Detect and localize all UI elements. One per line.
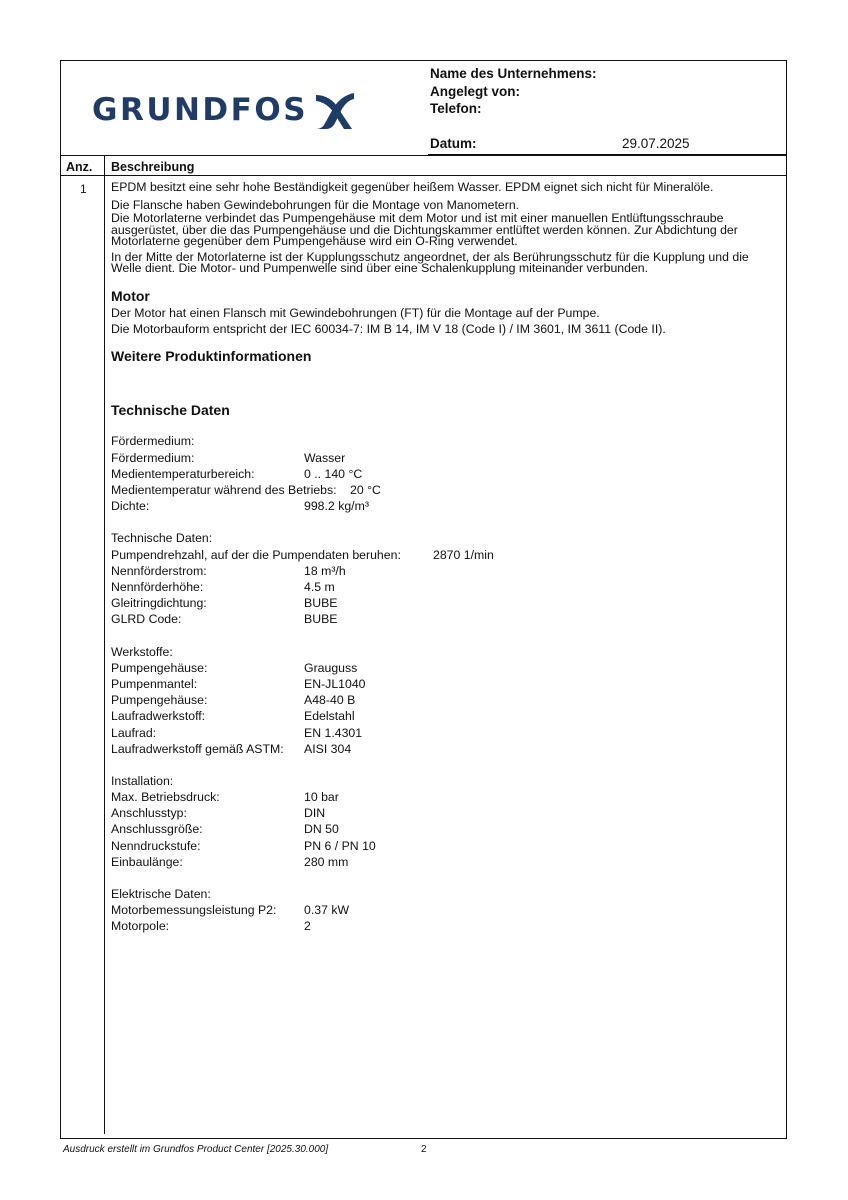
- spec-row: [111, 821, 773, 837]
- spec-label: Motorpole:: [111, 919, 170, 934]
- footer-note: Ausdruck erstellt im Grundfos Product Center [2025.30.000]: [63, 1144, 329, 1155]
- spec-label: GLRD Code:: [111, 612, 182, 627]
- spec-row: [111, 789, 773, 805]
- spec-label: Pumpendrehzahl, auf der die Pumpendaten beruhen:: [111, 547, 401, 562]
- spec-value: Grauguss: [304, 660, 358, 675]
- spec-row: [111, 660, 773, 676]
- spec-label: Nenndruckstufe:: [111, 838, 201, 853]
- spec-value: AISI 304: [304, 741, 352, 756]
- spec-group-title: Werkstoffe:: [111, 644, 173, 659]
- spec-row: [111, 579, 773, 595]
- spec-value: 10 bar: [304, 790, 339, 805]
- spec-value: EN 1.4301: [304, 725, 363, 740]
- spec-group-electrical: [111, 886, 773, 935]
- grundfos-x-icon: [314, 89, 356, 131]
- spec-label: Gleitringdichtung:: [111, 596, 207, 611]
- quantity-value: 1: [80, 182, 87, 196]
- spec-value: BUBE: [304, 596, 338, 611]
- motor-flange-paragraph: Der Motor hat einen Flansch mit Gewindebohrungen (FT) für die Montage auf der Pumpe.: [111, 306, 600, 321]
- spec-label: Einbaulänge:: [111, 854, 183, 869]
- spec-label: Dichte:: [111, 499, 150, 514]
- table-header-top-rule: [60, 155, 787, 156]
- grundfos-logo: [92, 88, 356, 132]
- spec-value: 4.5 m: [304, 580, 335, 594]
- table-header-bottom-rule: [60, 175, 787, 176]
- spec-row: [111, 918, 773, 934]
- spec-label: Medientemperaturbereich:: [111, 466, 255, 481]
- spec-label: Pumpengehäuse:: [111, 693, 208, 708]
- spec-label: Nennförderstrom:: [111, 563, 207, 578]
- spec-label: Max. Betriebsdruck:: [111, 790, 220, 805]
- logo-wordmark: GRUNDFOS: [92, 92, 309, 128]
- spec-row: [111, 708, 773, 724]
- qty-column-header: Anz.: [66, 160, 93, 174]
- description-column-header: Beschreibung: [111, 160, 195, 174]
- epdm-paragraph: EPDM besitzt eine sehr hohe Beständigkeit gegenüber heißem Wasser. EPDM eignet sich nicht für Mineralöle.: [111, 180, 714, 194]
- spec-label: Nennförderhöhe:: [111, 580, 204, 594]
- company-info: [430, 65, 597, 118]
- spec-value: A48-40 B: [304, 693, 356, 708]
- spec-value: 0.37 kW: [304, 903, 350, 918]
- spec-label: Laufradwerkstoff:: [111, 709, 206, 724]
- spec-row: [111, 466, 773, 482]
- spec-value: DN 50: [304, 822, 339, 837]
- spec-value: 20 °C: [350, 483, 381, 498]
- description-content: [111, 181, 773, 951]
- spec-group-materials: [111, 644, 773, 757]
- spec-row: [111, 595, 773, 611]
- flange-paragraph: Die Flansche haben Gewindebohrungen für die Montage von Manometern.: [111, 197, 520, 212]
- spec-label: Laufradwerkstoff gemäß ASTM:: [111, 741, 284, 756]
- spec-row: [111, 482, 773, 498]
- motor-lantern-paragraph: Die Motorlaterne verbindet das Pumpengehäuse mit dem Motor und ist mit einer manuellen Entlüftungsschraube ausgerüstet, über die das Pumpengehäuse und die Dichtungskammer entlüftet werden können. Zur Abdichtung der Motorlaterne gegenüber dem Pumpengehäuse wird ein O-Ring verwendet.: [111, 211, 738, 249]
- spec-row: [111, 854, 773, 870]
- spec-value: BUBE: [304, 612, 338, 627]
- spec-value: DIN: [304, 806, 326, 821]
- spec-group-title: Fördermedium:: [111, 434, 195, 449]
- spec-label: Laufrad:: [111, 725, 157, 740]
- spec-value: EN-JL1040: [304, 676, 366, 691]
- created-by-label: Angelegt von:: [430, 83, 520, 99]
- spec-value: 0 .. 140 °C: [304, 466, 363, 481]
- date-label: Datum:: [430, 136, 477, 151]
- spec-label: Pumpenmantel:: [111, 676, 198, 691]
- spec-row: [111, 611, 773, 627]
- company-name-label: Name des Unternehmens:: [430, 66, 597, 81]
- coupling-paragraph: In der Mitte der Motorlaterne ist der Kupplungsschutz angeordnet, der als Berührungsschutz für die Kupplung und die Welle dient. Die Motor- und Pumpenwelle sind über eine Schalenkupplung miteinander verbunden.: [111, 249, 749, 276]
- spec-label: Medientemperatur während des Betriebs:: [111, 483, 337, 498]
- spec-group-title: Installation:: [111, 773, 174, 788]
- spec-label: Anschlussgröße:: [111, 822, 203, 837]
- spec-value: 998.2 kg/m³: [304, 499, 369, 514]
- spec-value: Wasser: [304, 450, 346, 465]
- spec-row: [111, 805, 773, 821]
- spec-value: 2: [304, 919, 311, 934]
- spec-group-title: Elektrische Daten:: [111, 887, 211, 902]
- spec-label: Fördermedium:: [111, 450, 195, 465]
- spec-row: [111, 838, 773, 854]
- spec-group-technical: [111, 530, 773, 627]
- spec-group-title: Technische Daten:: [111, 531, 213, 546]
- more-info-heading: Weitere Produktinformationen: [111, 348, 312, 365]
- phone-label: Telefon:: [430, 101, 482, 116]
- column-divider: [104, 155, 105, 1134]
- spec-row: [111, 692, 773, 708]
- spec-row: [111, 902, 773, 918]
- technical-data-heading: Technische Daten: [111, 401, 230, 418]
- spec-value: Edelstahl: [304, 709, 355, 724]
- spec-group-installation: [111, 773, 773, 870]
- motor-heading: Motor: [111, 287, 150, 304]
- spec-group-medium: [111, 433, 773, 514]
- spec-row: [111, 547, 773, 563]
- spec-row: [111, 450, 773, 466]
- spec-row: [111, 498, 773, 514]
- spec-row: [111, 725, 773, 741]
- spec-value: 2870 1/min: [433, 547, 494, 562]
- page-number: 2: [421, 1144, 427, 1155]
- spec-row: [111, 563, 773, 579]
- spec-row: [111, 676, 773, 692]
- spec-label: Anschlusstyp:: [111, 806, 187, 821]
- date-value: 29.07.2025: [622, 136, 690, 151]
- spec-value: PN 6 / PN 10: [304, 838, 376, 853]
- spec-label: Motorbemessungsleistung P2:: [111, 903, 277, 918]
- spec-value: 280 mm: [304, 854, 349, 869]
- motor-mounting-paragraph: Die Motorbauform entspricht der IEC 60034-7: IM B 14, IM V 18 (Code I) / IM 3601, IM 3611 (Code II).: [111, 321, 666, 336]
- spec-label: Pumpengehäuse:: [111, 660, 208, 675]
- spec-row: [111, 741, 773, 757]
- spec-value: 18 m³/h: [304, 563, 346, 578]
